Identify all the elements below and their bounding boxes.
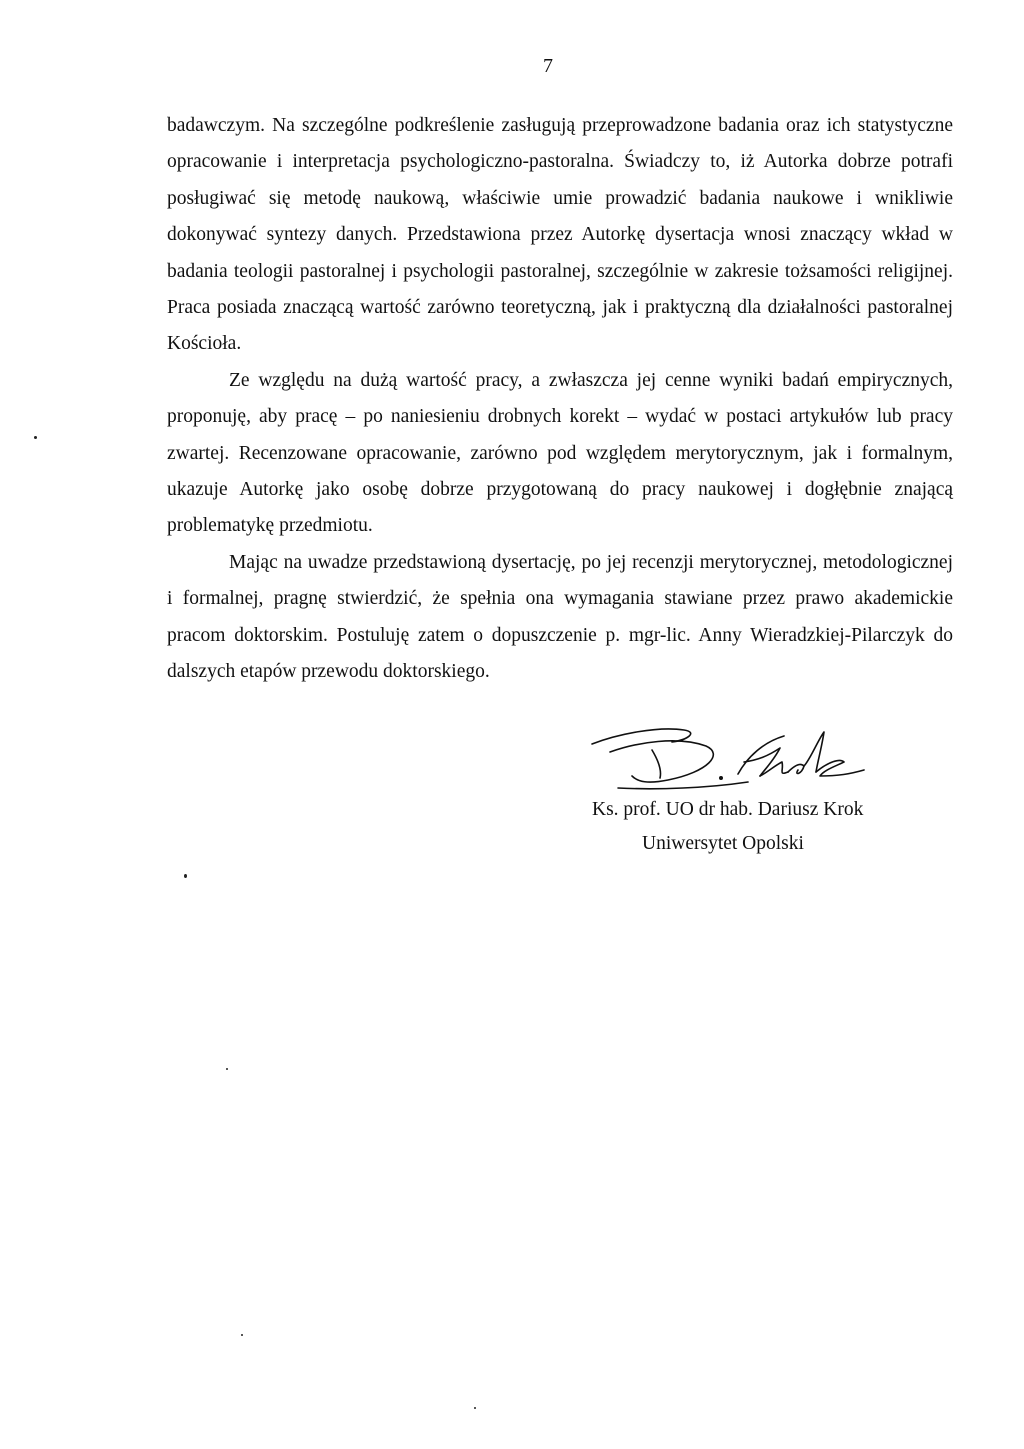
review-body xyxy=(167,108,953,691)
scan-speck xyxy=(226,1068,228,1070)
paragraph-evaluation: badawczym. Na szczególne podkreślenie zasługują przeprowadzone badania oraz ich statystyczne opracowanie i interpretacja psychologiczno-pastoralna. Świadczy to, iż Autorka dobrze potrafi posługiwać się metodę naukową, właściwie umie prowadzić badania naukowe i wnikliwie dokonywać syntezy danych. Przedstawiona przez Autorkę dysertacja wnosi znaczący wkład w badania teologii pastoralnej i psychologii pastoralnej, szczególnie w zakresie tożsamości religijnej. Praca posiada znaczącą wartość zarówno teoretyczną, jak i praktyczną dla działalności pastoralnej Kościoła. xyxy=(167,115,953,355)
scan-speck xyxy=(184,874,187,878)
signer-affiliation: Uniwersytet Opolski xyxy=(642,833,804,854)
page-number: 7 xyxy=(543,55,553,77)
scan-speck xyxy=(241,1334,243,1336)
paragraph-conclusion: Mając na uwadze przedstawioną dysertację, po jej recenzji merytorycznej, metodologicznej i formalnej, pragnę stwierdzić, że spełnia ona wymagania stawiane przez prawo akademickie pracom doktorskim. Postuluję zatem o dopuszczenie p. mgr-lic. Anny Wieradzkiej-Pilarczyk do dalszych etapów przewodu doktorskiego. xyxy=(167,551,953,683)
signer-name: Ks. prof. UO dr hab. Dariusz Krok xyxy=(592,799,864,820)
scan-speck xyxy=(34,436,37,439)
scan-speck xyxy=(474,1407,476,1409)
paragraph-publication-recommendation: Ze względu na dużą wartość pracy, a zwłaszcza jej cenne wyniki badań empirycznych, proponuję, aby pracę – po naniesieniu drobnych korekt – wydać w postaci artykułów lub pracy zwartej. Recenzowane opracowanie, zarówno pod względem merytorycznym, jak i formalnym, ukazuje Autorkę jako osobę dobrze przygotowaną do pracy naukowej i dogłębnie znającą problematykę przedmiotu. xyxy=(167,369,953,537)
handwritten-signature xyxy=(588,716,888,796)
